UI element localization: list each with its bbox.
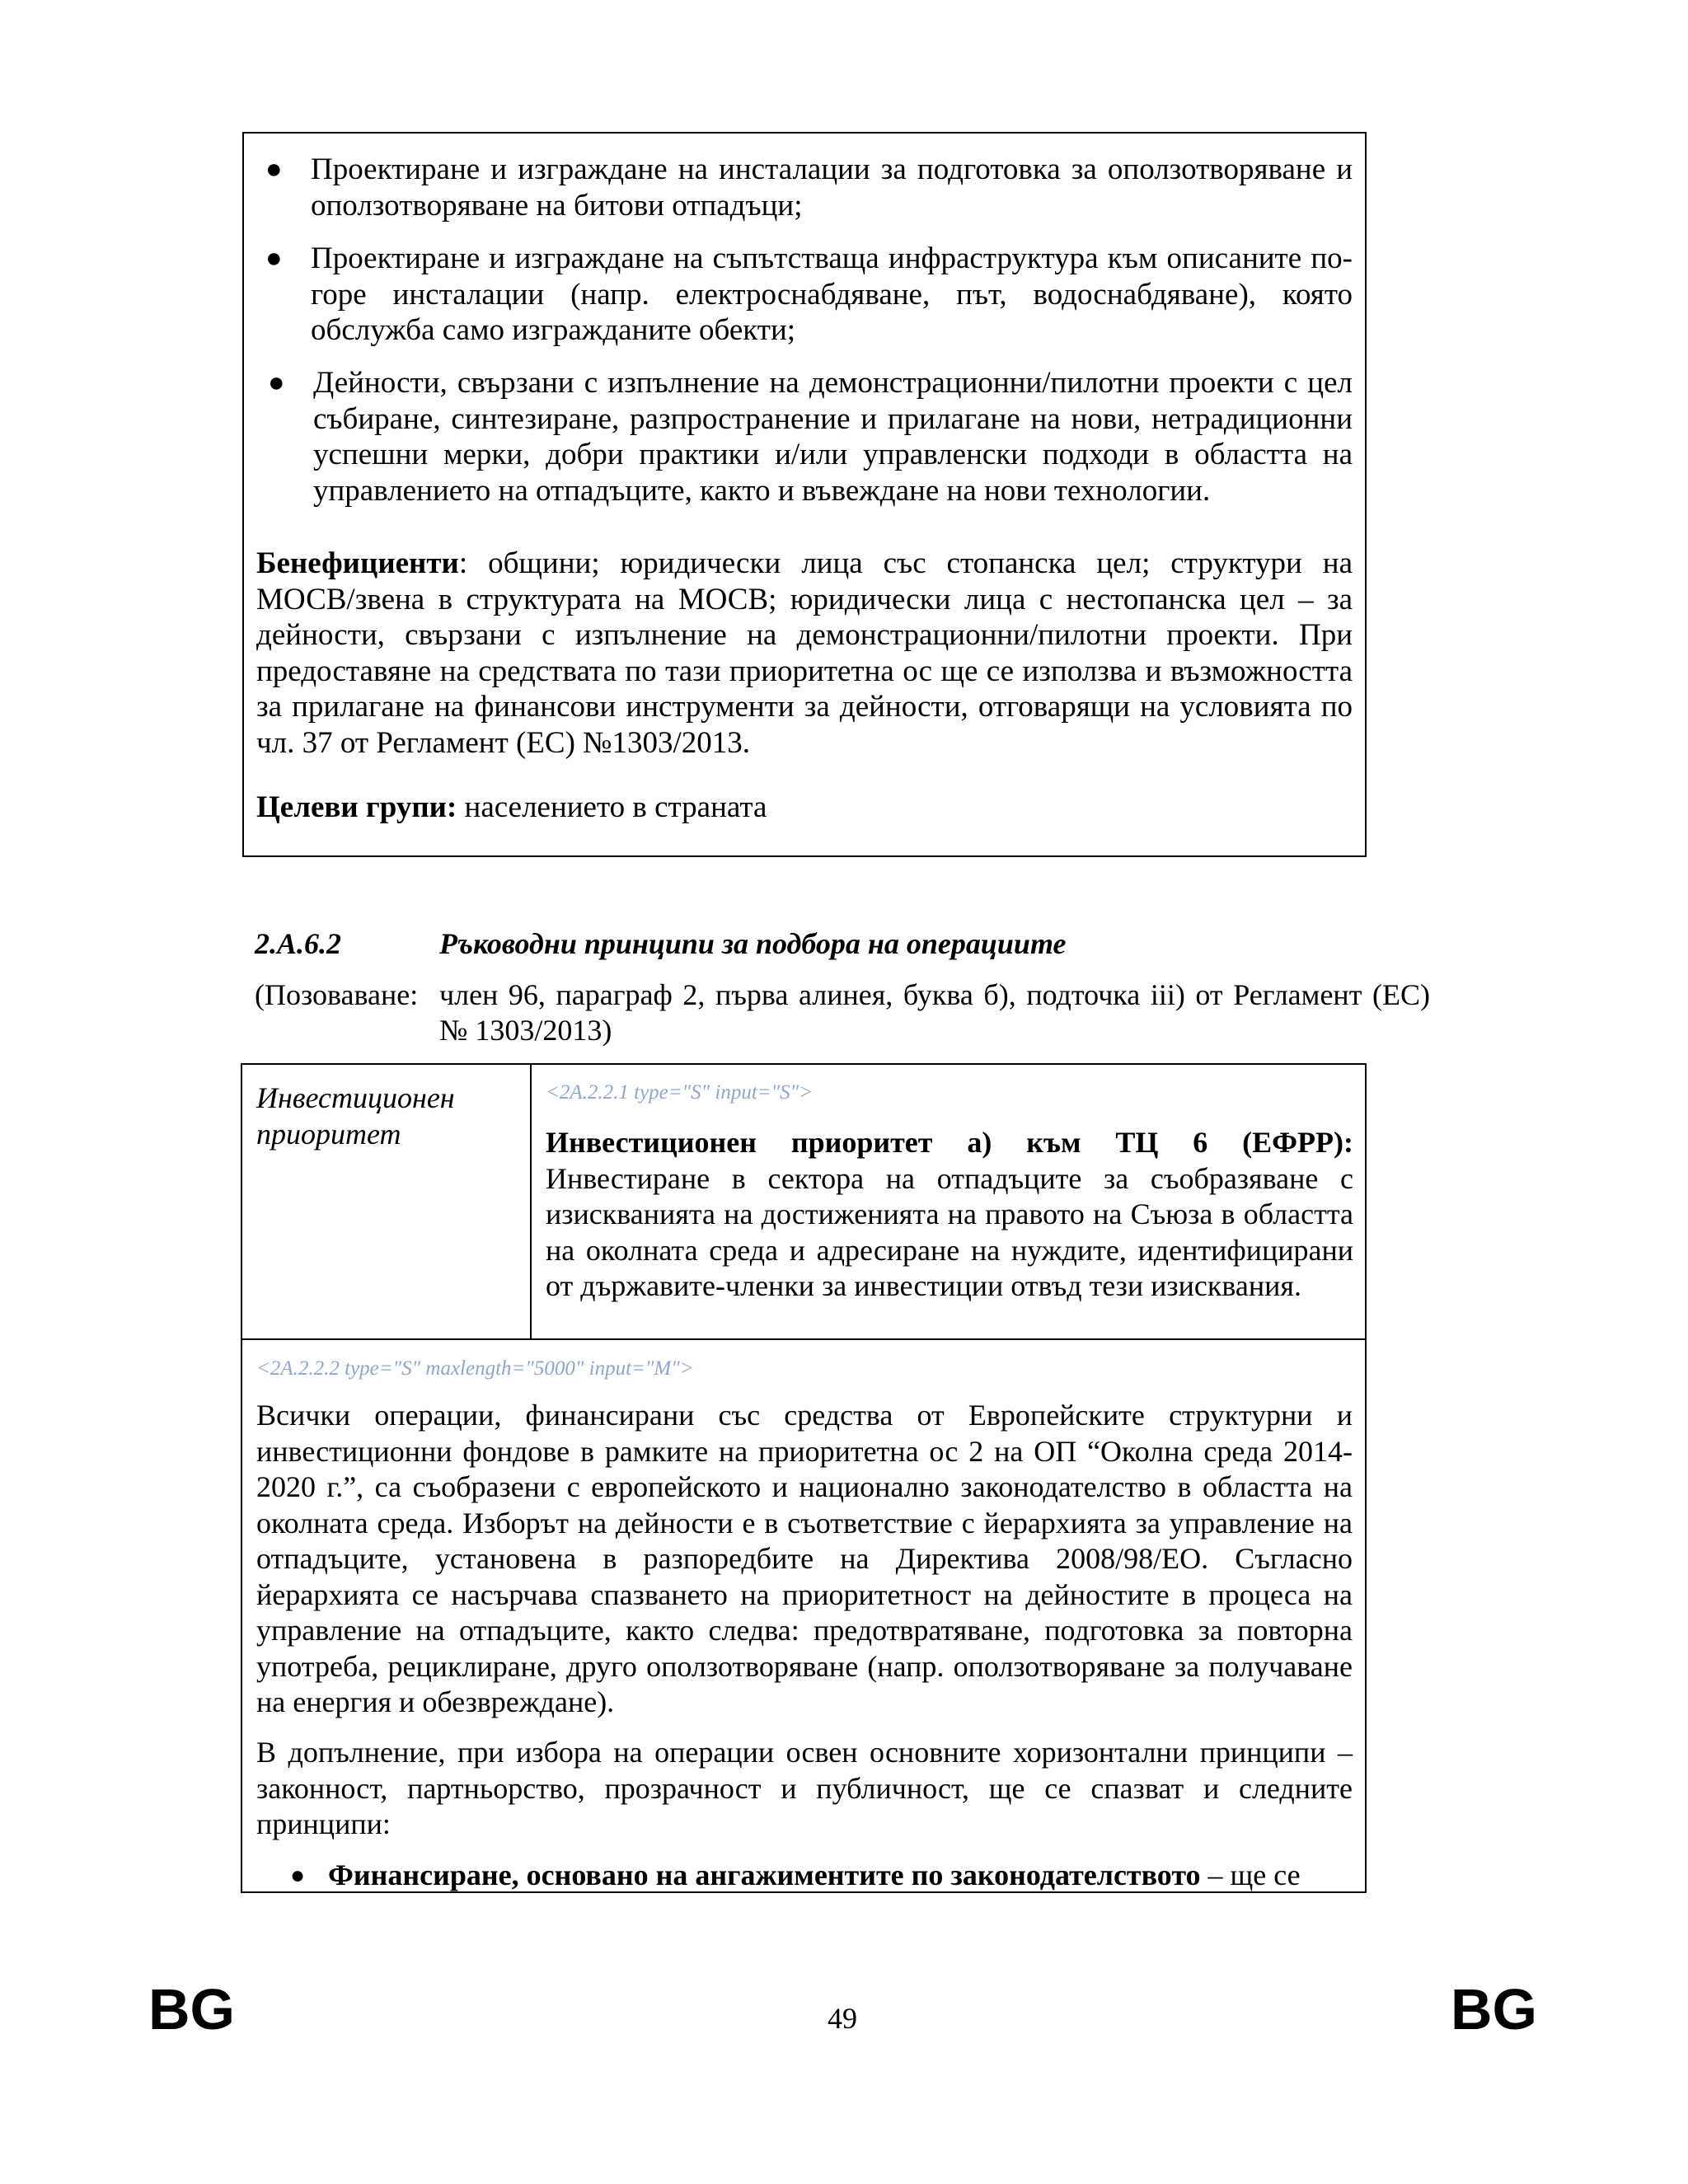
- bullet-icon: ●: [265, 154, 283, 185]
- bullet-icon: ●: [265, 243, 283, 274]
- page-number: 49: [828, 2002, 857, 2035]
- principles-paragraph: Всички операции, финансирани със средства от Европейските структурни и инвестиционни фондове в рамките на приоритетна ос 2 на ОП “Околна среда 2014-2020 г.”, са съобразени с европейското и национално законодателство в областта на околната среда. Изборът на дейности е в съответствие с йерархията за управление на отпадъците, установена в разпоредбите на Директива 2008/98/ЕО. Съгласно йерархията се насърчава спазването на приоритетност на дейностите в процеса на управление на отпадъците, както следва: предотвратяване, подготовка за повторна употреба, рециклиране, друго оползотворяване (напр. оползотворяване за получаване на енергия и обезвреждане).: [256, 1399, 1353, 1718]
- bullet-text: – ще се: [1200, 1858, 1301, 1891]
- table-column-divider: [530, 1063, 532, 1339]
- table-row-divider: [241, 1338, 1367, 1340]
- list-item: [265, 241, 1353, 349]
- beneficiaries-text: : общини; юридически лица със стопанска цел; структури на МОСВ/звена в структурата на МОСВ; юридически лица с нестопанска цел – за дейности, свързани с изпълнение на демонстрационни/пилотни проекти. При предоставяне на средствата по тази приоритетна ос ще се използва и възможността за прилагане на финансови инструменти за дейности, отговарящи на условията по чл. 37 от Регламент (ЕС) №1303/2013.: [256, 546, 1353, 760]
- reference-text: член 96, параграф 2, първа алинея, буква б), подточка iii) от Регламент (ЕС) № 1303/2013): [439, 978, 1430, 1047]
- field-tag: <2A.2.2.2 type="S" maxlength="5000" input="M">: [256, 1357, 694, 1380]
- investment-priority-label: Инвестиционен приоритет: [256, 1081, 455, 1151]
- list-item: [265, 152, 1353, 223]
- bullet-text: Проектиране и изграждане на инсталации за подготовка за оползотворяване и оползотворяване на битови отпадъци;: [311, 152, 1353, 223]
- list-item: [290, 1858, 1354, 1894]
- beneficiaries-paragraph: [256, 546, 1353, 761]
- list-item: [268, 365, 1353, 509]
- bullet-icon: ●: [268, 368, 285, 398]
- bullet-heading: Финансиране, основано на ангажиментите по законодателството: [328, 1858, 1201, 1891]
- target-groups-paragraph: [256, 790, 1353, 826]
- bullet-text: Проектиране и изграждане на съпътстваща инфраструктура към описаните по-горе инсталации (напр. електроснабдяване, път, водоснабдяване), която обслужба само изгражданите обекти;: [311, 241, 1353, 347]
- bullet-icon: ●: [290, 1862, 306, 1889]
- beneficiaries-label: Бенефициенти: [256, 546, 459, 580]
- section-title: Ръководни принципи за подбора на операциите: [439, 927, 1067, 960]
- reference-label: (Позоваване:: [255, 978, 419, 1011]
- target-groups-label: Целеви групи:: [256, 790, 457, 824]
- investment-priority-description: Инвестиране в сектора на отпадъците за съобразяване с изискванията на достиженията на правото на Съюза в областта на околната среда и адресиране на нуждите, идентифицирани от държавите-членки за инвестиции отвъд тези изисквания.: [546, 1161, 1353, 1302]
- bullet-text: Дейности, свързани с изпълнение на демонстрационни/пилотни проекти с цел събиране, синтезиране, разпространение и прилагане на нови, нетрадиционни успешни мерки, добри практики и/или управленски подходи в областта на управлението на отпадъците, както и въвеждане на нови технологии.: [313, 366, 1353, 508]
- investment-priority-heading: Инвестиционен приоритет а) към ТЦ 6 (ЕФРР):: [546, 1126, 1353, 1159]
- principles-paragraph: В допълнение, при избора на операции освен основните хоризонтални принципи – законност, партньорство, прозрачност и публичност, ще се спазват и следните принципи:: [256, 1736, 1353, 1840]
- section-number: 2.A.6.2: [255, 927, 342, 960]
- language-code-right: BG: [1451, 1977, 1537, 2041]
- field-tag: <2A.2.2.1 type="S" input="S">: [546, 1081, 814, 1104]
- target-groups-text: населението в страната: [457, 790, 767, 824]
- investment-priority-text: [546, 1125, 1353, 1305]
- language-code-left: BG: [148, 1977, 235, 2041]
